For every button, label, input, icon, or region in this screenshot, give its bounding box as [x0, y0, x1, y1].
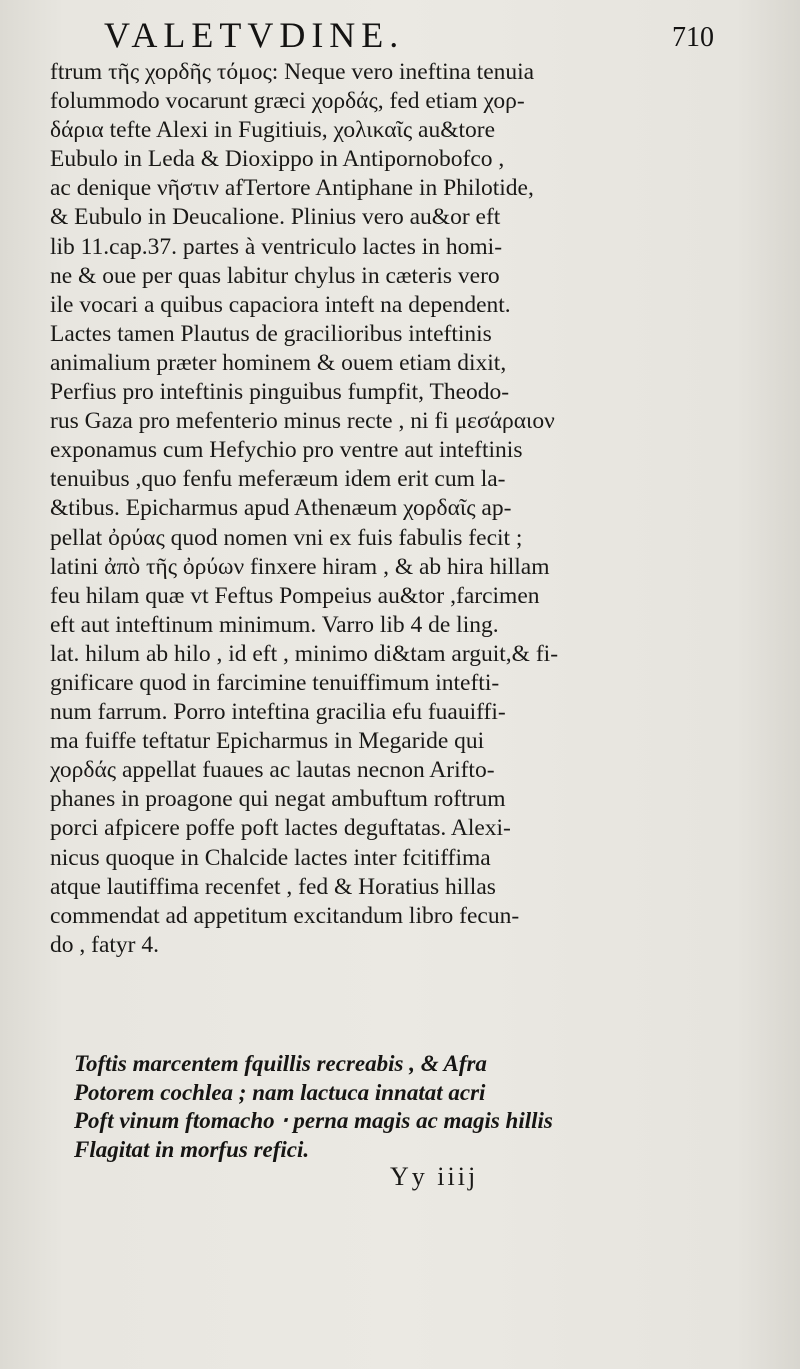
- text-line: commendat ad appetitum excitandum libro fecun-: [50, 902, 520, 929]
- text-line: porci afpicere poffe poft lactes deguftatas. Alexi-: [50, 815, 511, 842]
- text-line: rus Gaza pro mefenterio minus recte , ni fi μεσάραιον: [50, 408, 555, 435]
- verse-line: Potorem cochlea ; nam lactuca innatat acri: [74, 1079, 486, 1105]
- text-line: ile vocari a quibus capaciora inteft na dependent.: [50, 291, 511, 318]
- page-header: [104, 14, 714, 56]
- text-line: do , fatyr 4.: [50, 931, 159, 958]
- verse-line: Toftis marcentem fquillis recreabis , & Afra: [74, 1051, 487, 1076]
- text-line: exponamus cum Hefychio pro ventre aut inteftinis: [50, 437, 523, 464]
- text-line: χορδάς appellat fuaues ac lautas necnon Arifto-: [50, 757, 495, 784]
- text-line: latini ἀπὸ τῆς ὀρύων finxere hiram , & ab hira hillam: [50, 553, 550, 580]
- text-line: num farrum. Porro inteftina gracilia efu fuauiffi-: [50, 699, 506, 726]
- text-line: phanes in proagone qui negat ambuftum roftrum: [50, 786, 506, 813]
- running-title: VALETVDINE.: [104, 15, 405, 55]
- text-line: nicus quoque in Chalcide lactes inter fcitiffima: [50, 844, 491, 871]
- text-line: ne & oue per quas labitur chylus in cæteris vero: [50, 262, 500, 289]
- signature-mark: Yy iiij: [390, 1162, 479, 1191]
- text-line: tenuibus ,quo fenfu meferæum idem erit cum la-: [50, 466, 506, 493]
- verse-line: Flagitat in morfus refici.: [74, 1136, 310, 1162]
- verse-quotation: [74, 1050, 764, 1164]
- text-line: ftrum τῆς χορδῆς τόμος: Neque vero ineftina tenuia: [50, 59, 535, 85]
- text-line: eft aut inteftinum minimum. Varro lib 4 de ling.: [50, 611, 499, 638]
- text-line: animalium præter hominem & ouem etiam dixit,: [50, 349, 507, 376]
- text-line: lat. hilum ab hilo , id eft , minimo di&tam arguit,& fi-: [50, 640, 559, 667]
- text-line: Lactes tamen Plautus de gracilioribus inteftinis: [50, 320, 492, 347]
- text-line: feu hilam quæ vt Feftus Pompeius au&tor ,farcimen: [50, 582, 540, 609]
- main-text-block: [50, 58, 790, 960]
- verse-line: Poft vinum ftomacho ⋅ perna magis ac magis hillis: [74, 1108, 553, 1133]
- page-number: 710: [672, 22, 714, 53]
- text-line: gnificare quod in farcimine tenuiffimum intefti-: [50, 669, 500, 696]
- text-line: Eubulo in Leda & Dioxippo in Antipornobofco ,: [50, 146, 505, 173]
- text-line: folummodo vocarunt græci χορδάς, fed etiam χορ-: [50, 88, 525, 115]
- text-line: & Eubulo in Deucalione. Plinius vero au&or eft: [50, 204, 501, 231]
- text-line: pellat ὀρύας quod nomen vni ex fuis fabulis fecit ;: [50, 524, 523, 551]
- text-line: lib 11.cap.37. partes à ventriculo lactes in homi-: [50, 233, 503, 260]
- text-line: Perfius pro inteftinis pinguibus fumpfit, Theodo-: [50, 379, 510, 406]
- text-line: &tibus. Epicharmus apud Athenæum χορδαῖς ap-: [50, 495, 512, 522]
- text-line: atque lautiffima recenfet , fed & Horatius hillas: [50, 873, 496, 900]
- text-line: δάρια tefte Alexi in Fugitiuis, χολικαῖς au&tore: [50, 117, 496, 144]
- text-line: ac denique νῆστιν afTertore Antiphane in Philotide,: [50, 175, 534, 202]
- text-line: ma fuiffe teftatur Epicharmus in Megaride qui: [50, 728, 485, 755]
